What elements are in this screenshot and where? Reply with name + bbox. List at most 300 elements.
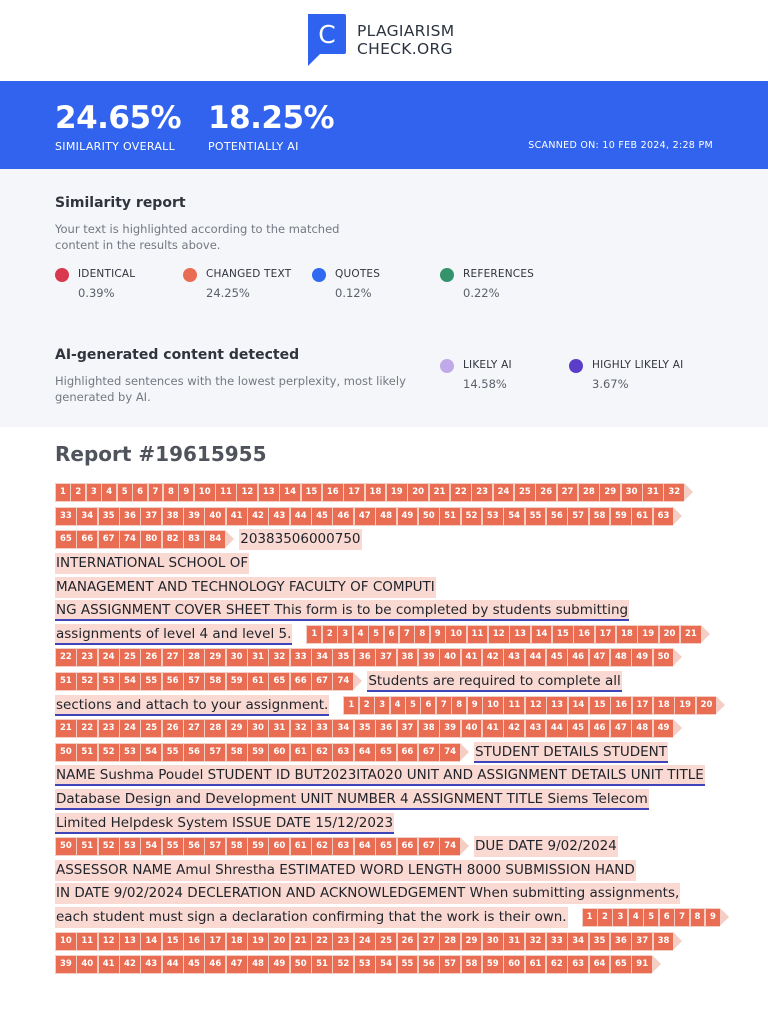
source-match-chip[interactable]: 63 <box>654 508 674 525</box>
source-match-chip[interactable]: 24 <box>494 484 514 501</box>
source-match-chip[interactable]: 57 <box>205 744 225 761</box>
source-match-chip[interactable]: 1 <box>344 697 358 714</box>
source-match-chip[interactable]: 55 <box>141 673 161 690</box>
source-match-chip[interactable]: 34 <box>333 720 353 737</box>
source-match-chip[interactable]: 53 <box>120 838 140 855</box>
source-match-chip[interactable]: 52 <box>333 956 353 973</box>
source-match-chip[interactable]: 32 <box>664 484 684 501</box>
source-match-chip[interactable]: 6 <box>660 909 674 926</box>
source-match-chip[interactable]: 61 <box>291 838 311 855</box>
source-match-chip[interactable]: 15 <box>163 933 183 950</box>
source-match-chip[interactable]: 37 <box>398 720 418 737</box>
source-match-chip[interactable]: 44 <box>547 720 567 737</box>
source-match-chip[interactable]: 52 <box>99 744 119 761</box>
source-match-chip[interactable]: 46 <box>568 649 588 666</box>
source-match-chip[interactable]: 61 <box>291 744 311 761</box>
source-match-chip[interactable]: 39 <box>419 649 439 666</box>
source-match-chip[interactable]: 38 <box>654 933 674 950</box>
source-match-chip[interactable]: 3 <box>338 626 352 643</box>
source-match-chip[interactable]: 29 <box>227 720 247 737</box>
source-match-chip[interactable]: 19 <box>675 697 695 714</box>
source-match-chip[interactable]: 29 <box>205 649 225 666</box>
source-match-chip[interactable]: 25 <box>515 484 535 501</box>
source-match-chip[interactable]: 10 <box>483 697 503 714</box>
source-match-chip[interactable]: 36 <box>611 933 631 950</box>
source-match-chip[interactable]: 34 <box>312 649 332 666</box>
source-match-chip[interactable]: 54 <box>504 508 524 525</box>
source-match-chip[interactable]: 50 <box>56 744 76 761</box>
source-match-chip[interactable]: 56 <box>184 838 204 855</box>
source-match-chip[interactable]: 66 <box>77 531 97 548</box>
source-match-chip[interactable]: 39 <box>440 720 460 737</box>
source-match-chip[interactable]: 4 <box>629 909 643 926</box>
source-match-chip[interactable]: 51 <box>77 744 97 761</box>
source-match-chip[interactable]: 9 <box>431 626 445 643</box>
source-match-chip[interactable]: 26 <box>163 720 183 737</box>
source-match-chip[interactable]: 55 <box>526 508 546 525</box>
source-match-chip[interactable]: 37 <box>141 508 161 525</box>
source-match-chip[interactable]: 19 <box>387 484 407 501</box>
source-match-chip[interactable]: 6 <box>133 484 147 501</box>
source-match-chip[interactable]: 49 <box>654 720 674 737</box>
source-match-chip[interactable]: 40 <box>77 956 97 973</box>
source-match-chip[interactable]: 8 <box>164 484 178 501</box>
source-match-chip[interactable]: 12 <box>99 933 119 950</box>
source-match-chip[interactable]: 42 <box>504 720 524 737</box>
source-match-chip[interactable]: 45 <box>547 649 567 666</box>
source-match-chip[interactable]: 31 <box>643 484 663 501</box>
source-match-chip[interactable]: 82 <box>163 531 183 548</box>
source-match-chip[interactable]: 67 <box>419 838 439 855</box>
source-match-chip[interactable]: 29 <box>600 484 620 501</box>
source-match-chip[interactable]: 18 <box>654 697 674 714</box>
source-match-chip[interactable]: 74 <box>333 673 353 690</box>
quotes-dot-icon <box>312 268 326 282</box>
source-match-chip[interactable]: 17 <box>205 933 225 950</box>
source-match-chip[interactable]: 4 <box>354 626 368 643</box>
source-match-chip[interactable]: 36 <box>120 508 140 525</box>
source-match-chip[interactable]: 60 <box>269 838 289 855</box>
source-match-chip[interactable]: 3 <box>375 697 389 714</box>
source-match-chip[interactable]: 41 <box>99 956 119 973</box>
source-match-chip[interactable]: 22 <box>56 649 76 666</box>
source-match-chip[interactable]: 21 <box>430 484 450 501</box>
score-banner <box>0 81 768 169</box>
source-match-chip[interactable]: 28 <box>205 720 225 737</box>
source-match-chip[interactable]: 57 <box>568 508 588 525</box>
source-match-chip[interactable]: 56 <box>419 956 439 973</box>
source-match-chip[interactable]: 53 <box>120 744 140 761</box>
source-match-chip[interactable]: 40 <box>440 649 460 666</box>
identical-dot-icon <box>55 268 69 282</box>
source-match-chip[interactable]: 62 <box>312 744 332 761</box>
source-match-chip[interactable]: 3 <box>87 484 101 501</box>
source-match-chip[interactable]: 29 <box>462 933 482 950</box>
source-match-chip[interactable]: 16 <box>611 697 631 714</box>
source-match-chip[interactable]: 2 <box>360 697 374 714</box>
source-match-chip[interactable]: 31 <box>248 649 268 666</box>
source-match-chip[interactable]: 39 <box>184 508 204 525</box>
source-match-chip[interactable]: 17 <box>344 484 364 501</box>
source-match-chip[interactable]: 42 <box>483 649 503 666</box>
source-match-chip[interactable]: 46 <box>333 508 353 525</box>
source-match-chip[interactable]: 13 <box>510 626 530 643</box>
source-match-chip[interactable]: 20 <box>660 626 680 643</box>
source-match-chip[interactable]: 15 <box>302 484 322 501</box>
source-match-chip[interactable]: 7 <box>149 484 163 501</box>
source-match-chip[interactable]: 42 <box>120 956 140 973</box>
source-match-chip[interactable]: 16 <box>574 626 594 643</box>
source-match-chip[interactable]: 52 <box>99 838 119 855</box>
source-match-chip[interactable]: 59 <box>611 508 631 525</box>
source-match-chip[interactable]: 2 <box>71 484 85 501</box>
source-match-chip[interactable]: 8 <box>691 909 705 926</box>
source-match-chip[interactable]: 11 <box>216 484 236 501</box>
report-line <box>55 575 715 599</box>
source-match-chip[interactable]: 80 <box>141 531 161 548</box>
source-match-chip[interactable]: 37 <box>376 649 396 666</box>
source-match-chip[interactable]: 30 <box>227 649 247 666</box>
source-match-chip[interactable]: 31 <box>504 933 524 950</box>
source-match-chip[interactable]: 48 <box>376 508 396 525</box>
source-match-chip[interactable]: 15 <box>590 697 610 714</box>
source-match-chip[interactable]: 57 <box>205 838 225 855</box>
source-match-chip[interactable]: 66 <box>291 673 311 690</box>
source-match-chip[interactable]: 5 <box>406 697 420 714</box>
source-match-chip[interactable]: 32 <box>291 720 311 737</box>
source-match-chip[interactable]: 37 <box>632 933 652 950</box>
source-match-chip[interactable]: 18 <box>366 484 386 501</box>
source-match-chip[interactable]: 83 <box>184 531 204 548</box>
source-match-chip[interactable]: 35 <box>333 649 353 666</box>
source-match-chip[interactable]: 74 <box>120 531 140 548</box>
source-match-chip[interactable]: 7 <box>437 697 451 714</box>
source-match-chip[interactable]: 65 <box>269 673 289 690</box>
source-match-chip[interactable]: 52 <box>462 508 482 525</box>
source-match-chip[interactable]: 51 <box>56 673 76 690</box>
source-match-chip[interactable]: 18 <box>617 626 637 643</box>
source-match-chip[interactable]: 22 <box>77 720 97 737</box>
source-match-chip[interactable]: 54 <box>141 838 161 855</box>
source-match-chip[interactable]: 23 <box>472 484 492 501</box>
source-match-chip[interactable]: 13 <box>547 697 567 714</box>
source-match-chip[interactable]: 8 <box>415 626 429 643</box>
source-match-chip[interactable]: 2 <box>323 626 337 643</box>
source-match-chip[interactable]: 4 <box>102 484 116 501</box>
source-match-chip[interactable]: 35 <box>590 933 610 950</box>
source-match-chip[interactable]: 27 <box>163 649 183 666</box>
source-match-chip[interactable]: 16 <box>323 484 343 501</box>
source-match-chip[interactable]: 45 <box>184 956 204 973</box>
legend-label: HIGHLY LIKELY AI <box>592 359 684 371</box>
source-match-chip[interactable]: 24 <box>99 649 119 666</box>
source-match-chip[interactable]: 13 <box>120 933 140 950</box>
source-match-chip[interactable]: 23 <box>77 649 97 666</box>
source-match-chip[interactable]: 51 <box>312 956 332 973</box>
source-match-chip[interactable]: 43 <box>526 720 546 737</box>
source-match-chip[interactable]: 17 <box>633 697 653 714</box>
source-match-chip[interactable]: 30 <box>483 933 503 950</box>
source-match-chip[interactable]: 61 <box>248 673 268 690</box>
source-match-chip[interactable]: 2 <box>598 909 612 926</box>
source-match-chip[interactable]: 74 <box>440 838 460 855</box>
source-match-chip[interactable]: 26 <box>141 649 161 666</box>
source-match-chip[interactable]: 67 <box>419 744 439 761</box>
source-match-chip[interactable]: 7 <box>400 626 414 643</box>
source-match-chips <box>55 955 652 974</box>
source-match-chip[interactable]: 1 <box>583 909 597 926</box>
source-match-chip[interactable]: 56 <box>163 673 183 690</box>
source-match-chip[interactable]: 53 <box>355 956 375 973</box>
source-match-chip[interactable]: 44 <box>163 956 183 973</box>
source-match-chip[interactable]: 19 <box>638 626 658 643</box>
source-match-chip[interactable]: 28 <box>440 933 460 950</box>
source-match-chip[interactable]: 30 <box>622 484 642 501</box>
report-line <box>55 670 715 694</box>
source-match-chip[interactable]: 39 <box>56 956 76 973</box>
source-match-chip[interactable]: 33 <box>312 720 332 737</box>
source-match-chip[interactable]: 19 <box>248 933 268 950</box>
source-match-chip[interactable]: 5 <box>369 626 383 643</box>
source-match-chip[interactable]: 24 <box>120 720 140 737</box>
source-match-chip[interactable]: 46 <box>205 956 225 973</box>
source-match-chip[interactable]: 50 <box>419 508 439 525</box>
source-match-chip[interactable]: 9 <box>468 697 482 714</box>
source-match-chip[interactable]: 59 <box>248 838 268 855</box>
source-match-chip[interactable]: 63 <box>333 838 353 855</box>
source-match-chip[interactable]: 36 <box>376 720 396 737</box>
source-match-chip[interactable]: 55 <box>398 956 418 973</box>
source-match-chip[interactable]: 66 <box>398 744 418 761</box>
source-match-chip[interactable]: 47 <box>227 956 247 973</box>
source-match-chip[interactable]: 12 <box>489 626 509 643</box>
source-match-chip[interactable]: 57 <box>184 673 204 690</box>
source-match-chip[interactable]: 28 <box>184 649 204 666</box>
source-match-chip[interactable]: 20 <box>269 933 289 950</box>
source-match-chip[interactable]: 38 <box>163 508 183 525</box>
source-match-chip[interactable]: 27 <box>558 484 578 501</box>
source-match-chip[interactable]: 43 <box>269 508 289 525</box>
source-match-chip[interactable]: 17 <box>596 626 616 643</box>
source-match-chip[interactable]: 50 <box>56 838 76 855</box>
source-match-chip[interactable]: 21 <box>56 720 76 737</box>
source-match-chip[interactable]: 33 <box>291 649 311 666</box>
source-match-chip[interactable]: 61 <box>526 956 546 973</box>
source-match-chip[interactable]: 14 <box>532 626 552 643</box>
source-match-chip[interactable]: 55 <box>163 838 183 855</box>
source-match-chip[interactable]: 64 <box>355 838 375 855</box>
source-match-chip[interactable]: 50 <box>654 649 674 666</box>
highlighted-text: Limited Helpdesk System ISSUE DATE 15/12/2023 <box>55 813 394 834</box>
source-match-chip[interactable]: 58 <box>227 838 247 855</box>
source-match-chip[interactable]: 8 <box>452 697 466 714</box>
source-match-chip[interactable]: 43 <box>504 649 524 666</box>
source-match-chip[interactable]: 34 <box>568 933 588 950</box>
source-match-chip[interactable]: 41 <box>483 720 503 737</box>
source-match-chip[interactable]: 43 <box>141 956 161 973</box>
source-match-chip[interactable]: 48 <box>611 649 631 666</box>
source-match-chip[interactable]: 10 <box>446 626 466 643</box>
source-match-chip[interactable]: 58 <box>462 956 482 973</box>
source-match-chip[interactable]: 60 <box>269 744 289 761</box>
source-match-chip[interactable]: 12 <box>526 697 546 714</box>
source-match-chip[interactable]: 59 <box>227 673 247 690</box>
source-match-chip[interactable]: 14 <box>141 933 161 950</box>
source-match-chip[interactable]: 65 <box>56 531 76 548</box>
source-match-chip[interactable]: 49 <box>632 649 652 666</box>
source-match-chip[interactable]: 10 <box>56 933 76 950</box>
source-match-chip[interactable]: 22 <box>451 484 471 501</box>
source-match-chip[interactable]: 25 <box>120 649 140 666</box>
source-match-chip[interactable]: 45 <box>312 508 332 525</box>
source-match-chip[interactable]: 56 <box>184 744 204 761</box>
source-match-chip[interactable]: 63 <box>333 744 353 761</box>
source-match-chip[interactable]: 11 <box>504 697 524 714</box>
source-match-chip[interactable]: 32 <box>526 933 546 950</box>
source-match-chip[interactable]: 47 <box>611 720 631 737</box>
source-match-chip[interactable]: 45 <box>568 720 588 737</box>
source-match-chip[interactable]: 48 <box>632 720 652 737</box>
source-match-chip[interactable]: 51 <box>77 838 97 855</box>
source-match-chip[interactable]: 59 <box>483 956 503 973</box>
source-match-chip[interactable]: 54 <box>120 673 140 690</box>
source-match-chip[interactable]: 40 <box>462 720 482 737</box>
source-match-chip[interactable]: 59 <box>248 744 268 761</box>
source-match-chip[interactable]: 7 <box>675 909 689 926</box>
source-match-chip[interactable]: 26 <box>398 933 418 950</box>
source-match-chip[interactable]: 84 <box>205 531 225 548</box>
source-match-chip[interactable]: 44 <box>526 649 546 666</box>
source-match-chip[interactable]: 15 <box>553 626 573 643</box>
source-match-chip[interactable]: 20 <box>697 697 717 714</box>
source-match-chip[interactable]: 62 <box>312 838 332 855</box>
source-match-chip[interactable]: 35 <box>355 720 375 737</box>
source-match-chip[interactable]: 44 <box>291 508 311 525</box>
source-match-chip[interactable]: 22 <box>312 933 332 950</box>
source-match-chip[interactable]: 6 <box>421 697 435 714</box>
source-match-chip[interactable]: 91 <box>632 956 652 973</box>
source-match-chip[interactable]: 36 <box>355 649 375 666</box>
source-match-chip[interactable]: 20 <box>408 484 428 501</box>
source-match-chips <box>306 625 700 644</box>
source-match-chip[interactable]: 25 <box>141 720 161 737</box>
source-match-chip[interactable]: 58 <box>227 744 247 761</box>
source-match-chip[interactable]: 42 <box>248 508 268 525</box>
source-match-chip[interactable]: 56 <box>547 508 567 525</box>
source-match-chip[interactable]: 30 <box>248 720 268 737</box>
source-match-chip[interactable]: 64 <box>590 956 610 973</box>
source-match-chip[interactable]: 61 <box>632 508 652 525</box>
source-match-chip[interactable]: 32 <box>269 649 289 666</box>
source-match-chip[interactable]: 57 <box>440 956 460 973</box>
source-match-chip[interactable]: 55 <box>163 744 183 761</box>
source-match-chip[interactable]: 38 <box>398 649 418 666</box>
source-match-chip[interactable]: 53 <box>99 673 119 690</box>
source-match-chip[interactable]: 50 <box>291 956 311 973</box>
source-match-chip[interactable]: 67 <box>312 673 332 690</box>
source-match-chip[interactable]: 60 <box>504 956 524 973</box>
source-match-chip[interactable]: 58 <box>205 673 225 690</box>
source-match-chip[interactable]: 28 <box>579 484 599 501</box>
source-match-chip[interactable]: 40 <box>205 508 225 525</box>
source-match-chip[interactable]: 74 <box>440 744 460 761</box>
source-match-chip[interactable]: 13 <box>259 484 279 501</box>
source-match-chip[interactable]: 11 <box>77 933 97 950</box>
source-match-chip[interactable]: 34 <box>77 508 97 525</box>
source-match-chip[interactable]: 33 <box>547 933 567 950</box>
source-match-chip[interactable]: 25 <box>376 933 396 950</box>
source-match-chip[interactable]: 21 <box>681 626 701 643</box>
source-match-chip[interactable]: 47 <box>590 649 610 666</box>
source-match-chip[interactable]: 47 <box>355 508 375 525</box>
source-match-chip[interactable]: 27 <box>184 720 204 737</box>
source-match-chip[interactable]: 54 <box>141 744 161 761</box>
source-match-chip[interactable]: 5 <box>644 909 658 926</box>
source-match-chip[interactable]: 4 <box>391 697 405 714</box>
source-match-chip[interactable]: 38 <box>419 720 439 737</box>
source-match-chip[interactable]: 65 <box>611 956 631 973</box>
source-match-chip[interactable]: 5 <box>118 484 132 501</box>
source-match-chip[interactable]: 62 <box>547 956 567 973</box>
source-match-chip[interactable]: 10 <box>195 484 215 501</box>
source-match-chip[interactable]: 33 <box>56 508 76 525</box>
source-match-chip[interactable]: 35 <box>99 508 119 525</box>
source-match-chip[interactable]: 21 <box>291 933 311 950</box>
source-match-chip[interactable]: 27 <box>419 933 439 950</box>
source-match-chip[interactable]: 1 <box>56 484 70 501</box>
source-match-chip[interactable]: 23 <box>99 720 119 737</box>
source-match-chip[interactable]: 67 <box>99 531 119 548</box>
source-match-chip[interactable]: 53 <box>483 508 503 525</box>
source-match-chip[interactable]: 12 <box>237 484 257 501</box>
source-match-chip[interactable]: 9 <box>179 484 193 501</box>
source-match-chip[interactable]: 46 <box>590 720 610 737</box>
source-match-chip[interactable]: 18 <box>227 933 247 950</box>
source-match-chip[interactable]: 65 <box>376 838 396 855</box>
source-match-chip[interactable]: 3 <box>613 909 627 926</box>
source-match-chip[interactable]: 49 <box>269 956 289 973</box>
source-match-chip[interactable]: 1 <box>307 626 321 643</box>
source-match-chip[interactable]: 52 <box>77 673 97 690</box>
source-match-chip[interactable]: 63 <box>568 956 588 973</box>
source-match-chip[interactable]: 54 <box>376 956 396 973</box>
source-match-chip[interactable]: 31 <box>269 720 289 737</box>
source-match-chip[interactable]: 65 <box>376 744 396 761</box>
source-match-chip[interactable]: 11 <box>468 626 488 643</box>
ai-report-title: AI-generated content detected <box>55 347 300 363</box>
source-match-chip[interactable]: 6 <box>385 626 399 643</box>
source-match-chip[interactable]: 14 <box>569 697 589 714</box>
source-match-chip[interactable]: 58 <box>590 508 610 525</box>
report-line <box>55 646 715 670</box>
similarity-desc-line-2: content in the results above. <box>55 238 221 252</box>
legend-value: 0.39% <box>78 286 115 300</box>
source-match-chip[interactable]: 64 <box>355 744 375 761</box>
source-match-chip[interactable]: 41 <box>227 508 247 525</box>
brand-logo[interactable] <box>306 14 454 66</box>
source-match-chip[interactable]: 26 <box>536 484 556 501</box>
source-match-chip[interactable]: 24 <box>355 933 375 950</box>
source-match-chip[interactable]: 49 <box>398 508 418 525</box>
source-match-chip[interactable]: 51 <box>440 508 460 525</box>
source-match-chip[interactable]: 23 <box>333 933 353 950</box>
source-match-chip[interactable]: 9 <box>706 909 720 926</box>
source-match-chip[interactable]: 16 <box>184 933 204 950</box>
source-match-chip[interactable]: 41 <box>462 649 482 666</box>
source-match-chip[interactable]: 66 <box>398 838 418 855</box>
source-match-chip[interactable]: 14 <box>280 484 300 501</box>
source-match-chip[interactable]: 48 <box>248 956 268 973</box>
